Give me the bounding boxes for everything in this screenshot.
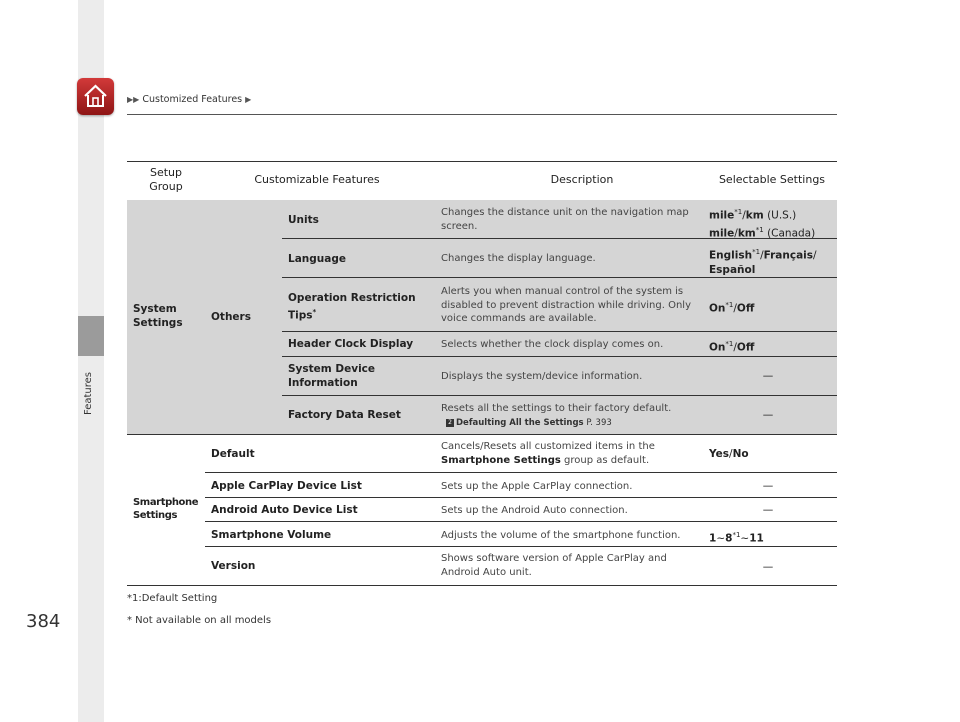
- desc-operation-restriction-tips: Alerts you when manual control of the system is disabled to prevent distraction while driving. Only voice commands are available.: [441, 286, 691, 324]
- page-number: 384: [26, 611, 61, 632]
- desc-android-auto-device-list: Sets up the Android Auto connection.: [441, 505, 628, 516]
- settings-android-auto-device-list: —: [762, 504, 774, 516]
- settings-version: —: [762, 561, 774, 573]
- desc-header-clock-display: Selects whether the clock display comes on.: [441, 339, 664, 350]
- feature-default: Default: [211, 448, 255, 460]
- subgroup-others: Others: [211, 311, 251, 323]
- row-divider: [205, 546, 837, 547]
- feature-smartphone-volume: Smartphone Volume: [211, 529, 332, 541]
- feature-version: Version: [211, 560, 256, 572]
- header-divider: [127, 114, 837, 115]
- group-smartphone-settings: Smartphone Settings: [133, 497, 199, 521]
- row-divider: [282, 395, 837, 396]
- feature-language: Language: [288, 253, 346, 265]
- feature-operation-restriction-tips: Operation Restriction Tips*: [288, 292, 416, 322]
- settings-apple-carplay-device-list: —: [762, 480, 774, 492]
- desc-smartphone-volume: Adjusts the volume of the smartphone function.: [441, 530, 681, 541]
- settings-operation-restriction-tips: On$^{*1}$/Off: [709, 301, 755, 315]
- feature-system-device-information: System Device Information: [288, 363, 376, 389]
- home-icon[interactable]: [77, 78, 114, 115]
- breadcrumb-end-arrow-icon: ▶: [245, 95, 252, 104]
- header-features: Customizable Features: [254, 173, 380, 186]
- settings-smartphone-volume: 1~8$^{*1}$~11: [709, 531, 764, 545]
- group-system-settings: System Settings: [133, 303, 183, 329]
- group-divider: [127, 434, 837, 435]
- row-divider: [205, 472, 837, 473]
- desc-units: Changes the distance unit on the navigation map screen.: [441, 207, 689, 232]
- reference-link[interactable]: 2 Defaulting All the Settings P. 393: [446, 416, 612, 430]
- breadcrumb: [127, 94, 251, 105]
- settings-factory-data-reset: —: [762, 409, 774, 421]
- desc-system-device-information: Displays the system/device information.: [441, 371, 643, 382]
- reference-arrow-icon: 2: [446, 419, 454, 427]
- settings-units: mile$^{*1}$/km (U.S.) mile/$km^{*1}$ (Canada): [709, 208, 816, 239]
- header-description: Description: [550, 173, 614, 186]
- header-setup-group: Setup Group: [149, 166, 183, 193]
- table-bottom-rule: [127, 585, 837, 586]
- settings-header-clock-display: On$^{*1}$/Off: [709, 340, 755, 354]
- row-divider: [205, 497, 837, 498]
- feature-apple-carplay-device-list: Apple CarPlay Device List: [211, 480, 362, 492]
- breadcrumb-arrow-icon: ▶▶: [127, 95, 140, 104]
- sidebar-label: Features: [83, 372, 94, 415]
- feature-android-auto-device-list: Android Auto Device List: [211, 504, 358, 516]
- sidebar-section-marker: [78, 316, 104, 356]
- settings-system-device-information: —: [762, 370, 774, 382]
- row-divider: [282, 356, 837, 357]
- header-settings: Selectable Settings: [718, 173, 826, 186]
- breadcrumb-link[interactable]: Customized Features: [142, 94, 243, 105]
- row-divider: [282, 331, 837, 332]
- feature-units: Units: [288, 214, 319, 226]
- desc-version: Shows software version of Apple CarPlay and Android Auto unit.: [441, 553, 667, 578]
- desc-apple-carplay-device-list: Sets up the Apple CarPlay connection.: [441, 481, 633, 492]
- desc-default: Cancels/Resets all customized items in the Smartphone Settings group as default.: [441, 441, 655, 466]
- footnote-not-available: * Not available on all models: [127, 615, 272, 626]
- table-header: [127, 161, 837, 202]
- settings-language: English$^{*1}$/Français/ Español: [709, 248, 817, 276]
- feature-factory-data-reset: Factory Data Reset: [288, 409, 401, 421]
- feature-header-clock-display: Header Clock Display: [288, 338, 414, 350]
- footnote-default-setting: *1:Default Setting: [127, 593, 218, 604]
- desc-factory-data-reset: Resets all the settings to their factory default.: [441, 403, 672, 414]
- row-divider: [282, 277, 837, 278]
- desc-language: Changes the display language.: [441, 253, 596, 264]
- row-divider: [205, 521, 837, 522]
- settings-default: Yes/No: [709, 448, 749, 460]
